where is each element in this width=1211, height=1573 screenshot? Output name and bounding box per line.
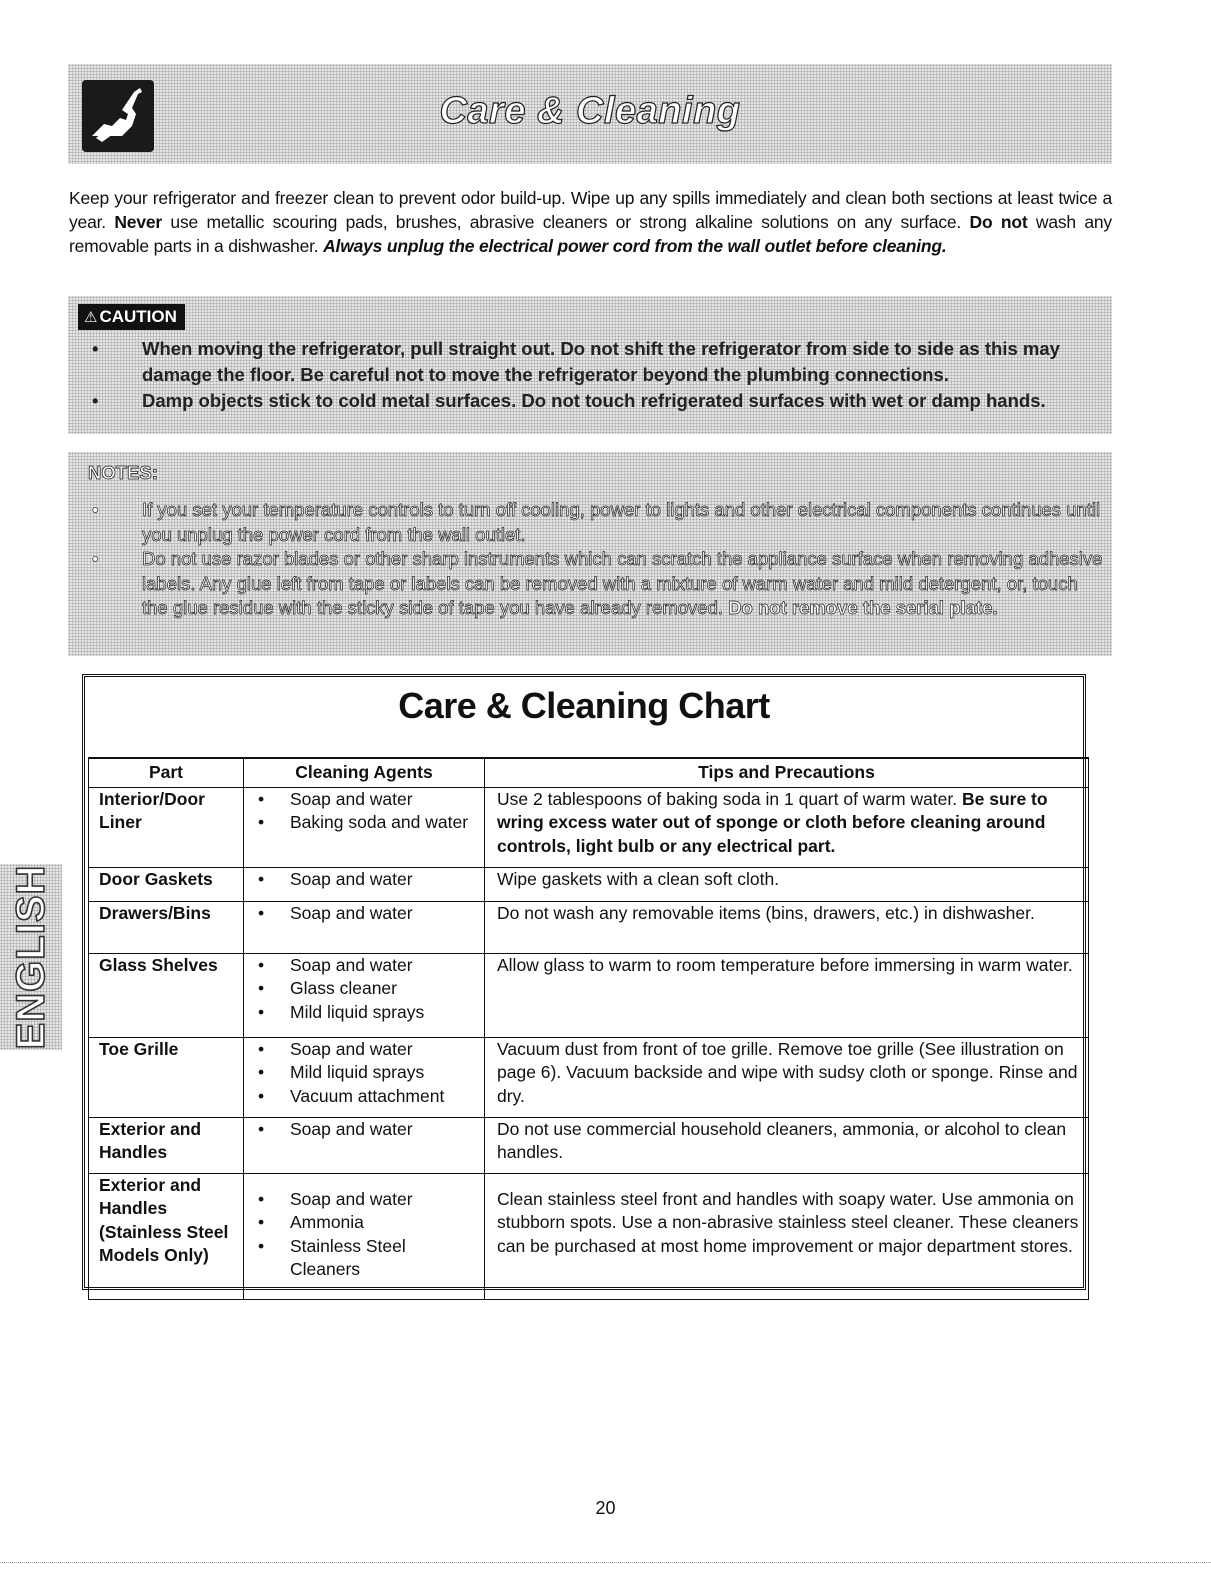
page-number: 20 — [595, 1498, 616, 1518]
agent-item — [254, 1188, 476, 1212]
bullet-icon: • — [258, 788, 265, 809]
agent-item — [254, 954, 476, 978]
table-header-row — [89, 758, 1089, 787]
agent-text: Soap and water — [290, 902, 413, 923]
tips-text: Do not use commercial household cleaners, ammonia, or alcohol to clean handles. — [497, 1118, 1067, 1162]
header-part: Part — [89, 758, 244, 787]
bullet-icon: • — [258, 812, 265, 832]
tips-cell — [485, 867, 1089, 901]
agent-text: Stainless Steel Cleaners — [290, 1235, 406, 1279]
part-cell: Glass Shelves — [89, 953, 244, 1037]
language-tab-label: ENGLISH — [9, 864, 53, 1050]
agents-cell — [244, 953, 485, 1037]
agent-text: Soap and water — [290, 954, 413, 975]
agent-text: Vacuum attachment — [290, 1085, 445, 1106]
agents-cell — [244, 1117, 485, 1173]
bullet-icon: • — [92, 390, 99, 411]
tips-cell — [485, 901, 1089, 953]
intro-do-not: Do not — [969, 212, 1028, 232]
note-item-bold: Do not remove the serial plate. — [728, 597, 998, 618]
bullet-icon: • — [258, 978, 265, 998]
tips-cell — [485, 1173, 1089, 1299]
bullet-icon: • — [258, 1038, 265, 1059]
intro-text-3: wash any removable parts in a dishwasher. — [69, 212, 1112, 256]
tips-text: Wipe gaskets with a clean soft cloth. — [497, 868, 780, 889]
agents-cell — [244, 1173, 485, 1299]
bullet-icon: • — [258, 1212, 265, 1232]
agent-item — [254, 1235, 476, 1282]
note-item-text: Do not use razor blades or other sharp instruments which can scratch the appliance surface when removing adhesive labels. Any glue left from tape or labels can be removed with a mixture of warm water and mild detergent, or, touch the glue residue with the sticky side of tape you have already removed. — [142, 548, 1103, 618]
note-item — [78, 498, 1108, 547]
intro-text-1: Keep your refrigerator and freezer clean to prevent odor build-up. Wipe up any spills immediately and clean both sections at least twice a year. — [69, 188, 1112, 232]
bullet-icon: • — [258, 1085, 265, 1106]
agent-text: Glass cleaner — [290, 978, 397, 998]
table-row — [89, 1117, 1089, 1173]
agents-cell — [244, 1037, 485, 1117]
agent-text: Soap and water — [290, 788, 413, 809]
agent-text: Soap and water — [290, 1188, 413, 1209]
part-cell: Toe Grille — [89, 1037, 244, 1117]
agent-text: Ammonia — [290, 1212, 364, 1232]
bullet-icon: • — [258, 1062, 265, 1082]
tips-cell — [485, 953, 1089, 1037]
bullet-icon: • — [92, 338, 99, 359]
header-banner — [68, 64, 1112, 164]
bullet-icon: • — [92, 548, 99, 569]
agent-text: Soap and water — [290, 1118, 413, 1139]
agent-text: Soap and water — [290, 868, 413, 889]
bullet-icon: • — [258, 1235, 265, 1256]
caution-item — [78, 336, 1108, 388]
part-cell: Interior/Door Liner — [89, 787, 244, 867]
part-cell: Exterior and Handles — [89, 1117, 244, 1173]
agent-item — [254, 1038, 476, 1062]
agent-item — [254, 1085, 476, 1109]
agent-text: Baking soda and water — [290, 812, 469, 832]
table-row — [89, 901, 1089, 953]
bullet-icon: • — [258, 1001, 265, 1022]
caution-item-text: Damp objects stick to cold metal surfaces. Do not touch refrigerated surfaces with wet or damp hands. — [142, 390, 1046, 411]
page-title: Care & Cleaning — [439, 90, 741, 132]
agents-cell — [244, 867, 485, 901]
bullet-icon: • — [258, 868, 265, 889]
agent-text: Mild liquid sprays — [290, 1001, 425, 1022]
agent-item — [254, 1061, 476, 1085]
page-bottom-rule — [0, 1562, 1211, 1563]
tips-cell — [485, 1037, 1089, 1117]
notes-box — [68, 452, 1112, 656]
intro-paragraph — [69, 186, 1112, 258]
header-tips: Tips and Precautions — [485, 758, 1089, 787]
agent-text: Soap and water — [290, 1038, 413, 1059]
tips-text: Do not wash any removable items (bins, drawers, etc.) in dishwasher. — [497, 902, 1035, 923]
note-item-text: If you set your temperature controls to turn off cooling, power to lights and other electrical components continues until you unplug the power cord from the wall outlet. — [142, 499, 1101, 545]
bullet-icon: • — [258, 1118, 265, 1139]
part-cell: Exterior and Handles (Stainless Steel Models Only) — [89, 1173, 244, 1299]
table-row — [89, 953, 1089, 1037]
agents-cell — [244, 901, 485, 953]
agent-item — [254, 868, 476, 892]
agent-item — [254, 1211, 476, 1235]
tips-bold-text: Be sure to wring excess water out of sponge or cloth before cleaning around controls, light bulb or any electrical part. — [497, 788, 1048, 856]
table-body — [89, 787, 1089, 1299]
agent-item — [254, 788, 476, 812]
caution-list — [78, 336, 1108, 414]
agent-item — [254, 1001, 476, 1025]
table-row — [89, 867, 1089, 901]
bullet-icon: • — [258, 954, 265, 975]
caution-item — [78, 388, 1108, 414]
table-row — [89, 1037, 1089, 1117]
caution-box — [68, 296, 1112, 434]
chart-title: Care & Cleaning Chart — [398, 685, 770, 726]
caution-label: CAUTION — [99, 307, 177, 326]
intro-warning: Always unplug the electrical power cord from the wall outlet before cleaning. — [323, 236, 947, 256]
part-cell: Drawers/Bins — [89, 901, 244, 953]
care-cleaning-chart — [82, 674, 1086, 1290]
language-tab — [0, 864, 62, 1050]
tips-text: Use 2 tablespoons of baking soda in 1 quart of warm water. — [497, 788, 962, 809]
tips-text: Clean stainless steel front and handles with soapy water. Use ammonia on stubborn spots. Use a non-abrasive stainless steel cleaner. These cleaners can be purchased at most home improvement or major department stores. — [497, 1188, 1079, 1256]
note-item — [78, 547, 1108, 621]
intro-never: Never — [114, 212, 163, 232]
part-cell: Door Gaskets — [89, 867, 244, 901]
tips-cell — [485, 787, 1089, 867]
notes-title: NOTES: — [88, 462, 158, 483]
agent-item — [254, 902, 476, 926]
agents-cell — [244, 787, 485, 867]
agent-item — [254, 1118, 476, 1142]
table-row — [89, 787, 1089, 867]
notes-list — [78, 498, 1108, 621]
bullet-icon: • — [258, 1188, 265, 1209]
agent-item — [254, 977, 476, 1001]
table-row — [89, 1173, 1089, 1299]
agent-item — [254, 811, 476, 835]
warning-triangle-icon: ⚠ — [84, 309, 98, 326]
intro-text-2: use metallic scouring pads, brushes, abrasive cleaners or strong alkaline solutions on any surface. — [162, 212, 970, 232]
bullet-icon: • — [92, 499, 99, 520]
tips-cell — [485, 1117, 1089, 1173]
care-table — [88, 757, 1089, 1300]
tips-text: Vacuum dust from front of toe grille. Remove toe grille (See illustration on page 6). Vacuum backside and wipe with sudsy cloth or sponge. Rinse and dry. — [497, 1038, 1078, 1106]
caution-badge — [78, 304, 185, 330]
caution-item-text: When moving the refrigerator, pull straight out. Do not shift the refrigerator from side to side as this may damage the floor. Be careful not to move the refrigerator beyond the plumbing connections. — [142, 338, 1060, 385]
tips-text: Allow glass to warm to room temperature before immersing in warm water. — [497, 954, 1073, 975]
agent-text: Mild liquid sprays — [290, 1062, 425, 1082]
bullet-icon: • — [258, 902, 265, 923]
header-cleaning-agents: Cleaning Agents — [244, 758, 485, 787]
